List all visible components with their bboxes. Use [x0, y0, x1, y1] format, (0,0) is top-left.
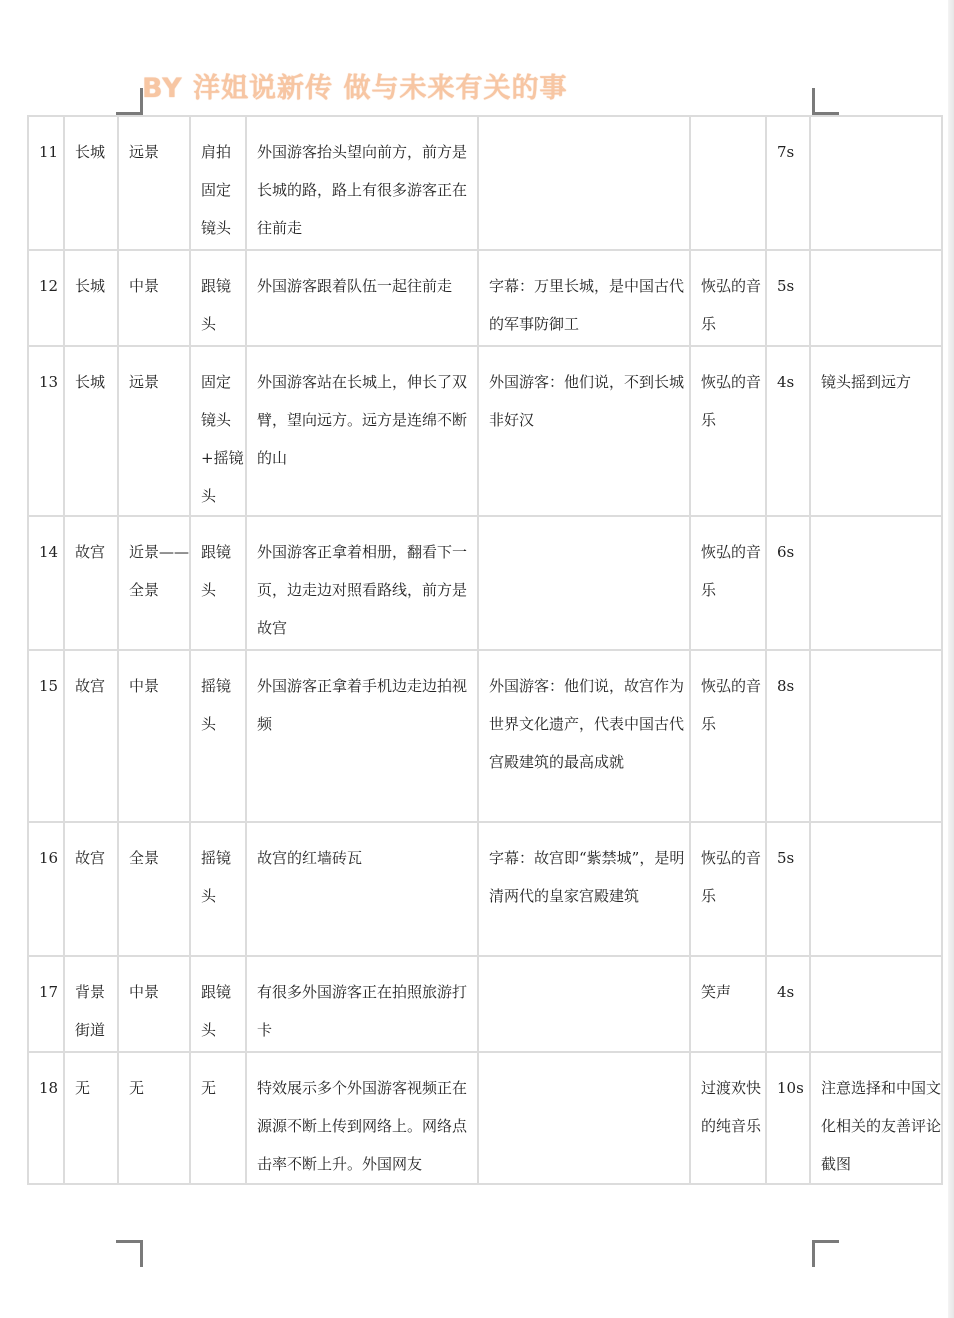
dialogue-cell: 字幕：万里长城，是中国古代的军事防御工 [478, 250, 690, 346]
note-cell [810, 516, 942, 650]
location-cell: 无 [64, 1052, 118, 1184]
crop-mark-bottom-left [116, 1240, 143, 1267]
location-cell: 长城 [64, 116, 118, 250]
dialogue-cell [478, 116, 690, 250]
crop-mark-bottom-right [812, 1240, 839, 1267]
music-cell: 恢弘的音乐 [690, 346, 766, 516]
camera-move-cell: 跟镜头 [190, 250, 246, 346]
location-cell: 长城 [64, 346, 118, 516]
shot-size-cell: 远景 [118, 346, 190, 516]
music-cell: 恢弘的音乐 [690, 822, 766, 956]
camera-move-cell: 摇镜头 [190, 822, 246, 956]
table-row [28, 650, 942, 822]
shot-size-cell: 全景 [118, 822, 190, 956]
note-cell [810, 116, 942, 250]
content-cell: 外国游客站在长城上，伸长了双臂，望向远方。远方是连绵不断的山 [246, 346, 478, 516]
location-cell: 长城 [64, 250, 118, 346]
watermark: BY 洋姐说新传 做与未来有关的事 [142, 73, 568, 104]
table-row [28, 822, 942, 956]
location-cell: 故宫 [64, 650, 118, 822]
shot-size-cell: 中景 [118, 956, 190, 1052]
table-row [28, 346, 942, 516]
note-cell [810, 650, 942, 822]
camera-move-cell: 无 [190, 1052, 246, 1184]
shot-size-cell: 远景 [118, 116, 190, 250]
camera-move-cell: 肩拍固定镜头 [190, 116, 246, 250]
duration-cell: 5s [766, 250, 810, 346]
camera-move-cell: 摇镜头 [190, 650, 246, 822]
shot-size-cell: 无 [118, 1052, 190, 1184]
note-cell: 注意选择和中国文化相关的友善评论截图 [810, 1052, 942, 1184]
shot-number: 11 [28, 116, 64, 250]
location-cell: 故宫 [64, 822, 118, 956]
camera-move-cell: 跟镜头 [190, 956, 246, 1052]
duration-cell: 6s [766, 516, 810, 650]
content-cell: 外国游客抬头望向前方，前方是长城的路，路上有很多游客正在往前走 [246, 116, 478, 250]
note-cell [810, 822, 942, 956]
dialogue-cell [478, 1052, 690, 1184]
storyboard-table [27, 115, 943, 1185]
content-cell: 外国游客跟着队伍一起往前走 [246, 250, 478, 346]
duration-cell: 5s [766, 822, 810, 956]
note-cell [810, 956, 942, 1052]
table-row [28, 516, 942, 650]
duration-cell: 4s [766, 346, 810, 516]
music-cell [690, 116, 766, 250]
shot-size-cell: 近景——全景 [118, 516, 190, 650]
dialogue-cell: 外国游客：他们说，故宫作为世界文化遗产，代表中国古代宫殿建筑的最高成就 [478, 650, 690, 822]
content-cell: 故宫的红墙砖瓦 [246, 822, 478, 956]
table-row [28, 956, 942, 1052]
duration-cell: 8s [766, 650, 810, 822]
shot-number: 12 [28, 250, 64, 346]
duration-cell: 4s [766, 956, 810, 1052]
table-row [28, 250, 942, 346]
camera-move-cell: 跟镜头 [190, 516, 246, 650]
content-cell: 外国游客正拿着相册，翻看下一页，边走边对照看路线，前方是故宫 [246, 516, 478, 650]
content-cell: 有很多外国游客正在拍照旅游打卡 [246, 956, 478, 1052]
dialogue-cell: 字幕：故宫即“紫禁城”，是明清两代的皇家宫殿建筑 [478, 822, 690, 956]
table-row [28, 116, 942, 250]
shot-number: 17 [28, 956, 64, 1052]
shot-number: 16 [28, 822, 64, 956]
shot-number: 13 [28, 346, 64, 516]
content-cell: 特效展示多个外国游客视频正在源源不断上传到网络上。网络点击率不断上升。外国网友 [246, 1052, 478, 1184]
dialogue-cell [478, 516, 690, 650]
note-cell: 镜头摇到远方 [810, 346, 942, 516]
table-row [28, 1052, 942, 1184]
music-cell: 过渡欢快的纯音乐 [690, 1052, 766, 1184]
music-cell: 恢弘的音乐 [690, 250, 766, 346]
duration-cell: 10s [766, 1052, 810, 1184]
shot-size-cell: 中景 [118, 650, 190, 822]
page-edge-shadow [948, 0, 954, 1318]
dialogue-cell [478, 956, 690, 1052]
dialogue-cell: 外国游客：他们说，不到长城非好汉 [478, 346, 690, 516]
duration-cell: 7s [766, 116, 810, 250]
note-cell [810, 250, 942, 346]
content-cell: 外国游客正拿着手机边走边拍视频 [246, 650, 478, 822]
music-cell: 笑声 [690, 956, 766, 1052]
location-cell: 故宫 [64, 516, 118, 650]
location-cell: 背景街道 [64, 956, 118, 1052]
music-cell: 恢弘的音乐 [690, 516, 766, 650]
shot-size-cell: 中景 [118, 250, 190, 346]
music-cell: 恢弘的音乐 [690, 650, 766, 822]
camera-move-cell: 固定镜头+摇镜头 [190, 346, 246, 516]
crop-mark-top-left [116, 88, 143, 115]
shot-number: 14 [28, 516, 64, 650]
crop-mark-top-right [812, 88, 839, 115]
shot-number: 15 [28, 650, 64, 822]
shot-number: 18 [28, 1052, 64, 1184]
